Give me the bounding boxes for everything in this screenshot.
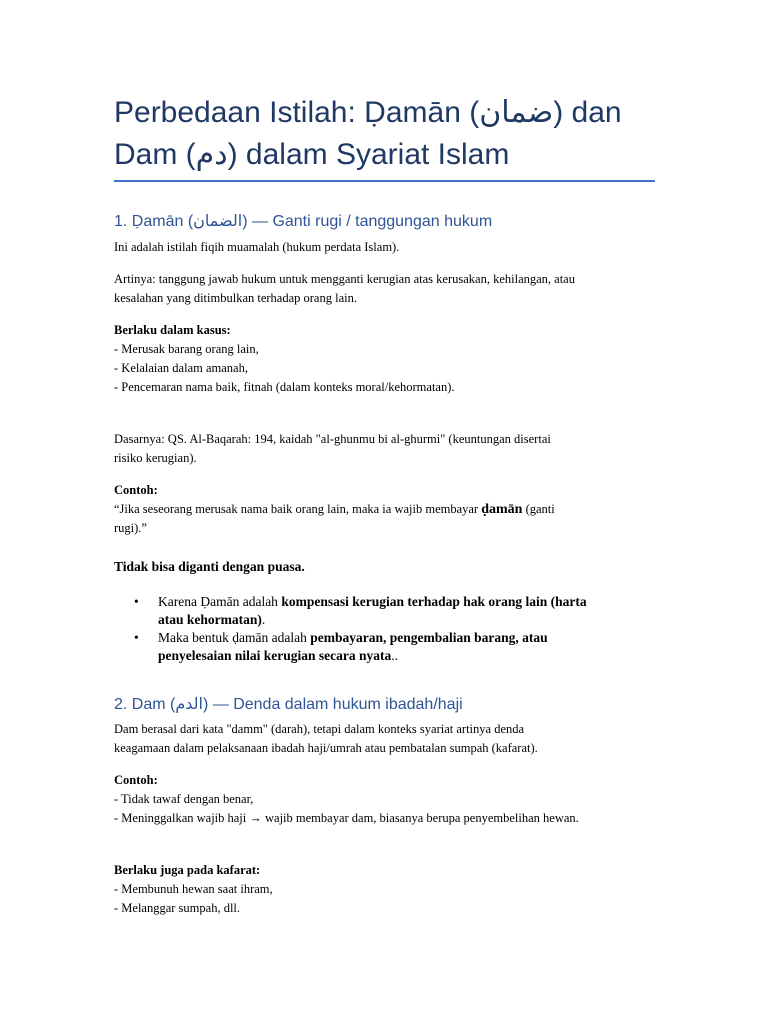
page-title xyxy=(114,92,659,176)
section-1-cases xyxy=(114,321,659,397)
cases-label: Berlaku dalam kasus: xyxy=(114,323,231,337)
bullet-bold-text: atau kehormatan) xyxy=(158,612,262,627)
bullet-text: . xyxy=(261,612,266,627)
bullet-text: Maka bentuk ḍamān adalah xyxy=(158,630,311,645)
bullet-icon: • xyxy=(134,594,139,609)
case-item: - Kelalaian dalam amanah, xyxy=(114,361,248,375)
bullet-bold-text: pembayaran, pengembalian barang, atau xyxy=(310,630,548,645)
kafarat-item: - Membunuh hewan saat ihram, xyxy=(114,882,273,896)
meaning-line-1: Artinya: tanggung jawab hukum untuk mengganti kerugian atas kerusakan, kehilangan, atau xyxy=(114,272,575,286)
section-2-heading: 2. Dam (الدم) — Denda dalam hukum ibadah/haji xyxy=(114,696,463,713)
case-item: - Merusak barang orang lain, xyxy=(114,342,259,356)
title-line-1: Perbedaan Istilah: Ḍamān (ضمان) dan xyxy=(114,96,622,129)
bullet-bold-text: penyelesaian nilai kerugian secara nyata xyxy=(158,648,392,663)
section-1-intro: Ini adalah istilah fiqih muamalah (hukum perdata Islam). xyxy=(114,240,400,254)
example-line-1 xyxy=(114,500,659,519)
example-bold-term: ḍamān xyxy=(481,502,523,517)
example-label: Contoh: xyxy=(114,483,158,497)
example-item: - Tidak tawaf dengan benar, xyxy=(114,792,254,806)
example-line-2: rugi).” xyxy=(114,521,147,535)
section-1-example xyxy=(114,481,659,538)
bullet-text: .. xyxy=(391,648,399,663)
list-item xyxy=(114,629,659,665)
example-text: (ganti xyxy=(522,502,555,516)
section-2-example xyxy=(114,771,659,828)
section-2-kafarat xyxy=(114,861,659,918)
list-item xyxy=(114,593,659,629)
example-item: - Meninggalkan wajib haji → wajib membayar dam, biasanya berupa penyembelihan hewan. xyxy=(114,811,579,825)
intro-line-1: Dam berasal dari kata "damm" (darah), tetapi dalam konteks syariat artinya denda xyxy=(114,722,525,736)
basis-line-1: Dasarnya: QS. Al-Baqarah: 194, kaidah "al-ghunmu bi al-ghurmi" (keuntungan disertai xyxy=(114,432,551,446)
meaning-line-2: kesalahan yang ditimbulkan terhadap orang lain. xyxy=(114,291,357,305)
basis-line-2: risiko kerugian). xyxy=(114,451,197,465)
title-underline xyxy=(114,180,655,182)
example-label: Contoh: xyxy=(114,773,158,787)
case-item: - Pencemaran nama baik, fitnah (dalam konteks moral/kehormatan). xyxy=(114,380,455,394)
kafarat-item: - Melanggar sumpah, dll. xyxy=(114,901,241,915)
kafarat-label: Berlaku juga pada kafarat: xyxy=(114,863,261,877)
section-1-heading: 1. Ḍamān (الضمان) — Ganti rugi / tanggungan hukum xyxy=(114,213,493,230)
intro-line-2: keagamaan dalam pelaksanaan ibadah haji/umrah atau pembatalan sumpah (kafarat). xyxy=(114,741,538,755)
no-fasting-note: Tidak bisa diganti dengan puasa. xyxy=(114,559,305,574)
bullet-bold-text: kompensasi kerugian terhadap hak orang lain (harta xyxy=(281,594,587,609)
section-2-intro xyxy=(114,720,659,758)
bullet-icon: • xyxy=(134,630,139,645)
section-1-bullets xyxy=(114,593,659,665)
title-line-2: Dam (دم) dalam Syariat Islam xyxy=(114,138,510,171)
bullet-text: Karena Ḍamān adalah xyxy=(158,594,282,609)
section-1-basis xyxy=(114,430,659,468)
example-text: “Jika seseorang merusak nama baik orang lain, maka ia wajib membayar xyxy=(114,502,482,516)
section-1-meaning xyxy=(114,270,659,308)
